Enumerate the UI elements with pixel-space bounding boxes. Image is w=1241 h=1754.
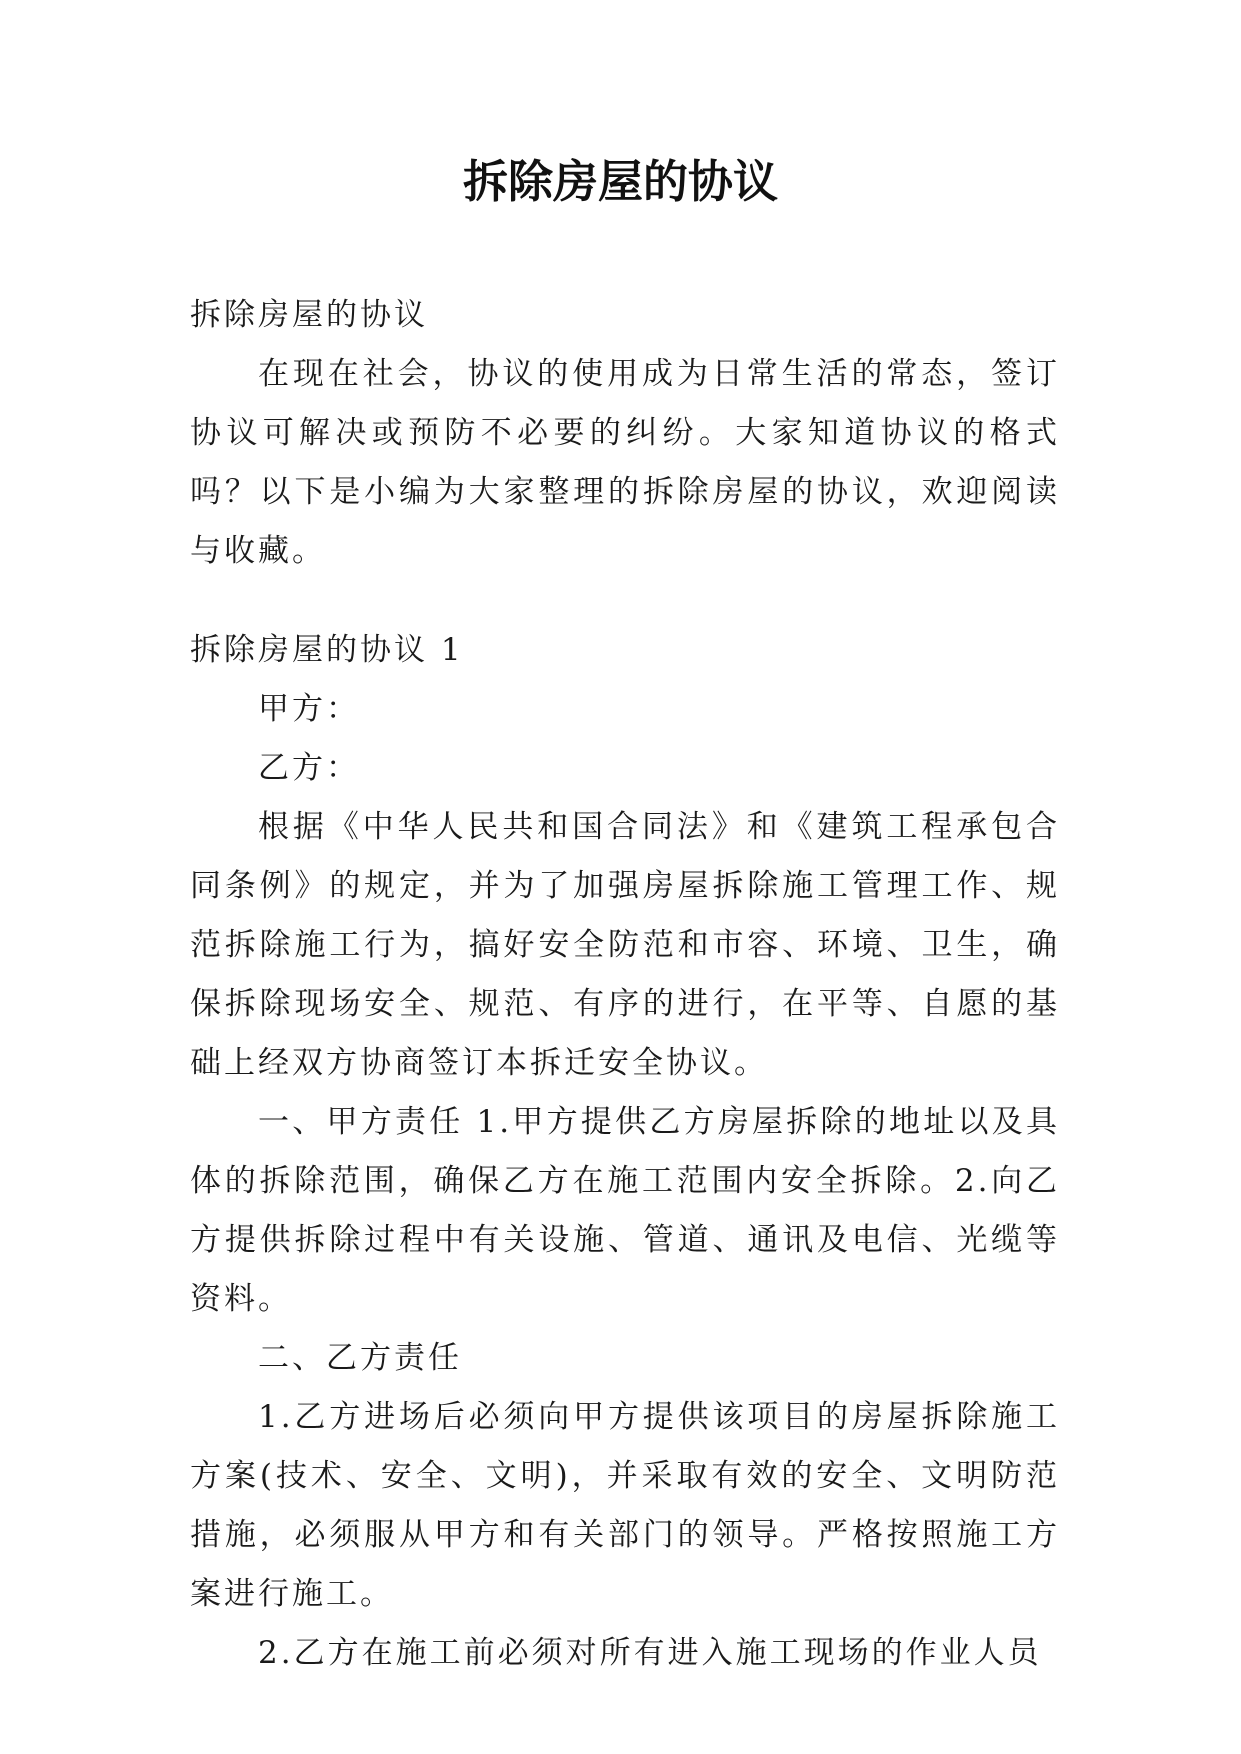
party-a-line: 甲方： xyxy=(258,691,360,727)
party-a-duties-paragraph: 一、甲方责任 1.甲方提供乙方房屋拆除的地址以及具体的拆除范围，确保乙方在施工范围内安全拆除。2.向乙方提供拆除过程中有关设施、管道、通讯及电信、光缆等资料。 xyxy=(190,1104,1060,1317)
party-b-duty-2: 2.乙方在施工前必须对所有进入施工现场的作业人员 xyxy=(258,1635,1042,1671)
party-b-line: 乙方： xyxy=(258,750,360,786)
party-b-duties-heading: 二、乙方责任 xyxy=(258,1340,462,1376)
document-title: 拆除房屋的协议 xyxy=(462,155,778,208)
basis-paragraph: 根据《中华人民共和国合同法》和《建筑工程承包合同条例》的规定，并为了加强房屋拆除施工管理工作、规范拆除施工行为，搞好安全防范和市容、环境、卫生，确保拆除现场安全、规范、有序的进行，在平等、自愿的基础上经双方协商签订本拆迁安全协议。 xyxy=(190,809,1060,1081)
section-heading: 拆除房屋的协议 xyxy=(190,297,428,333)
document-body xyxy=(190,286,1060,1683)
agreement-heading: 拆除房屋的协议 1 xyxy=(190,632,464,668)
intro-paragraph: 在现在社会，协议的使用成为日常生活的常态，签订协议可解决或预防不必要的纠纷。大家知道协议的格式吗？以下是小编为大家整理的拆除房屋的协议，欢迎阅读与收藏。 xyxy=(190,356,1060,569)
party-b-duty-1: 1.乙方进场后必须向甲方提供该项目的房屋拆除施工方案(技术、安全、文明)，并采取有效的安全、文明防范措施，必须服从甲方和有关部门的领导。严格按照施工方案进行施工。 xyxy=(190,1399,1060,1612)
